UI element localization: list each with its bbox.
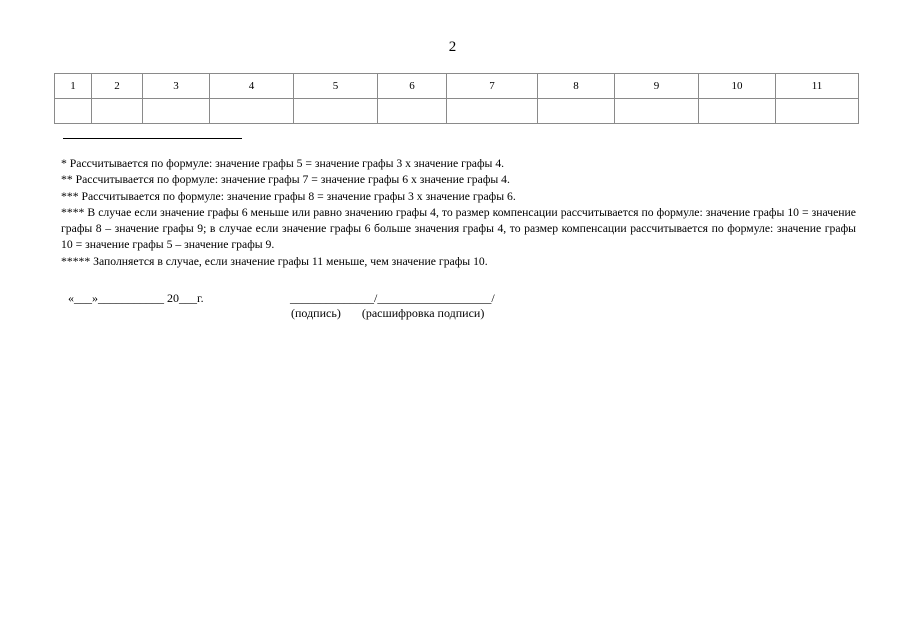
table-cell: [92, 99, 143, 124]
table-cell: [615, 99, 699, 124]
table-header-row: [55, 74, 859, 99]
footnote-3: *** Рассчитывается по формуле: значение графы 8 = значение графы 3 х значение графы 6.: [61, 189, 516, 203]
column-header: 6: [378, 74, 447, 99]
footnote-5: ***** Заполняется в случае, если значение графы 11 меньше, чем значение графы 10.: [61, 254, 488, 268]
column-header: 1: [55, 74, 92, 99]
column-header: 4: [210, 74, 294, 99]
table-cell: [776, 99, 859, 124]
table-cell: [55, 99, 92, 124]
table-cell: [143, 99, 210, 124]
date-line: «___»___________ 20___г.: [68, 291, 204, 305]
footnote-separator: [63, 138, 242, 139]
column-header: 5: [294, 74, 378, 99]
table-cell: [699, 99, 776, 124]
column-header: 2: [92, 74, 143, 99]
table-cell: [378, 99, 447, 124]
signature-captions: (подпись) (расшифровка подписи): [291, 306, 485, 320]
signature-line: ______________/___________________/: [290, 291, 495, 305]
table-cell: [538, 99, 615, 124]
footnote-1: * Рассчитывается по формуле: значение графы 5 = значение графы 3 х значение графы 4.: [61, 157, 505, 170]
column-header: 11: [776, 74, 859, 99]
columns-table: [54, 73, 859, 124]
table-row: [55, 99, 859, 124]
page-number: 2: [448, 39, 457, 55]
column-header: 9: [615, 74, 699, 99]
table-cell: [447, 99, 538, 124]
column-header: 3: [143, 74, 210, 99]
column-header: 10: [699, 74, 776, 99]
table-cell: [294, 99, 378, 124]
column-header: 7: [447, 74, 538, 99]
footnotes: [61, 156, 856, 270]
table-cell: [210, 99, 294, 124]
footnote-2: ** Рассчитывается по формуле: значение графы 7 = значение графы 6 х значение графы 4.: [61, 173, 510, 187]
footnote-4: **** В случае если значение графы 6 меньше или равно значению графы 4, то размер компенсации рассчитывается по формуле: значение графы 10 = значение графы 8 – значение графы 9; в случае если значение графы 6 больше значения графы 4, то размер компенсации рассчитывается по формуле: значение графы 10 = значение графы 5 – значение графы 9.: [61, 205, 856, 252]
column-header: 8: [538, 74, 615, 99]
